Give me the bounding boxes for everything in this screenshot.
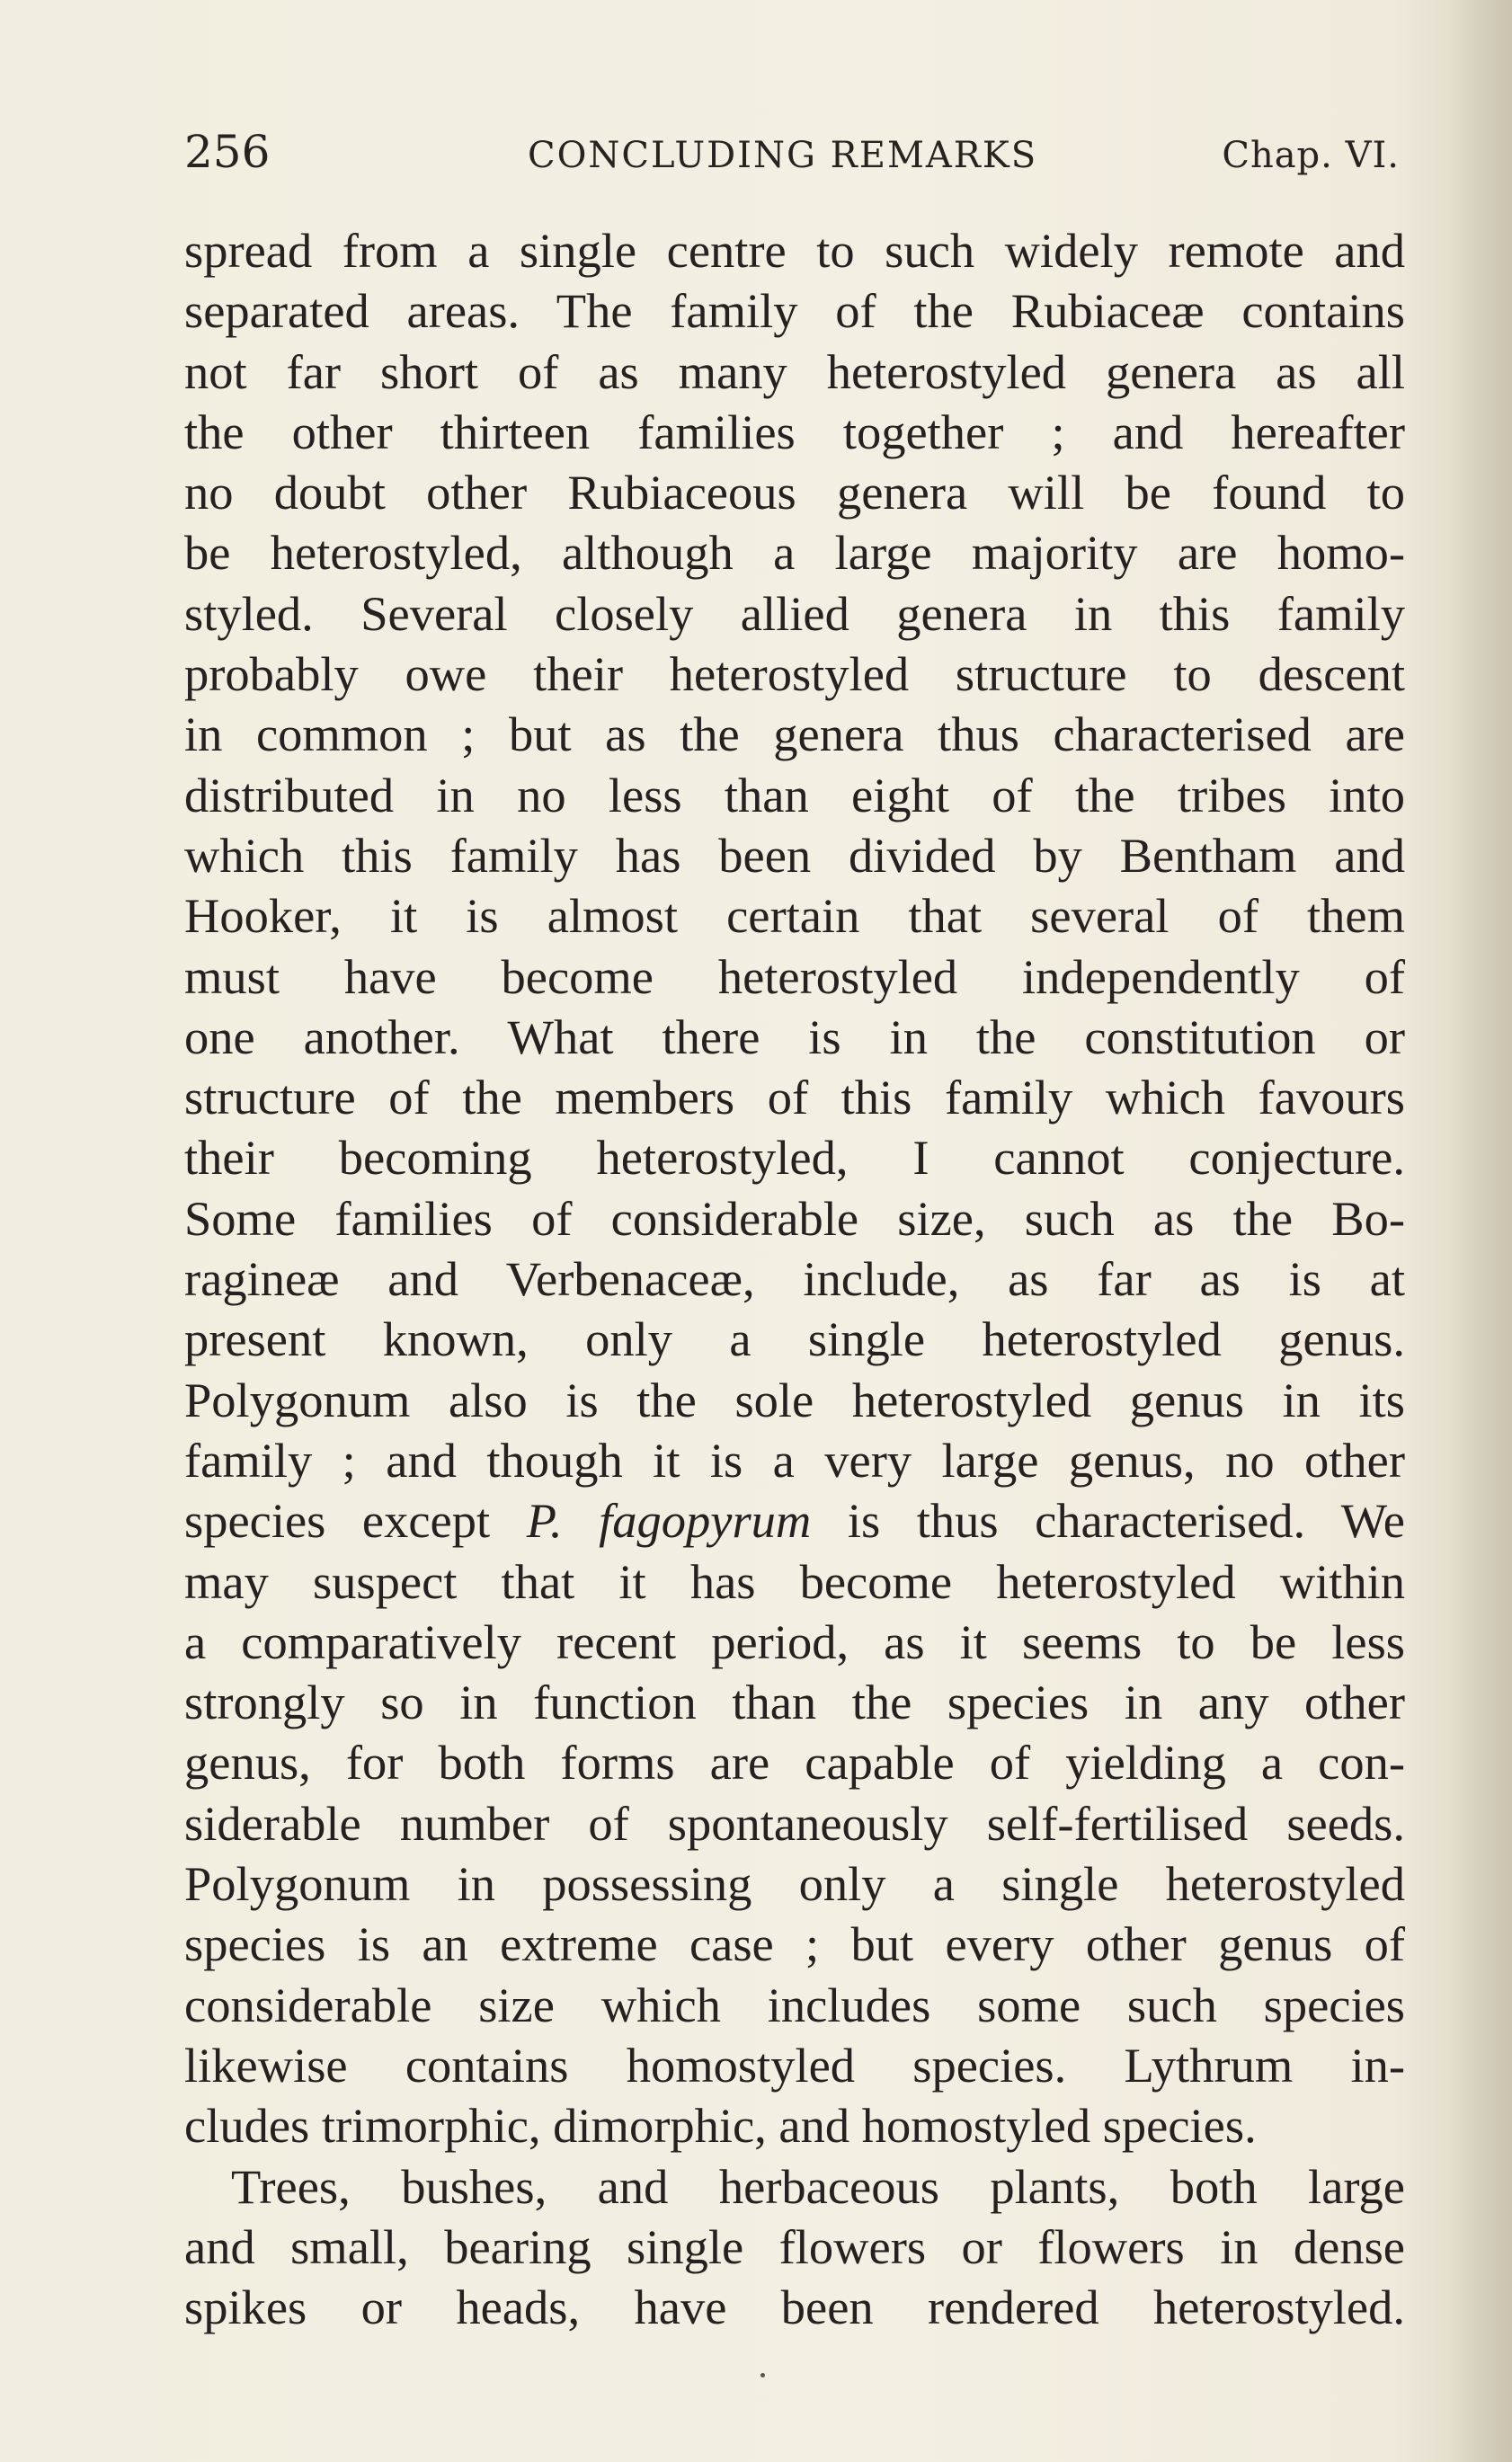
text-line: which this family has been divided by Bentham and <box>184 827 1405 883</box>
text-line: distributed in no less than eight of the tribes into <box>184 767 1405 822</box>
text-line: styled. Several closely allied genera in this family <box>184 585 1405 641</box>
page-number: 256 <box>184 126 271 178</box>
chapter-label: Chap. VI. <box>1222 135 1400 176</box>
text-line: must have become heterostyled independently of <box>184 948 1405 1004</box>
text-line: considerable size which includes some such species <box>184 1977 1405 2032</box>
text-line: cludes trimorphic, dimorphic, and homostyled species. <box>184 2098 1257 2154</box>
page-header <box>184 126 1400 189</box>
text-line: strongly so in function than the species in any other <box>184 1675 1405 1730</box>
page-mark <box>760 2373 765 2378</box>
text-line: present known, only a single heterostyled genus. <box>184 1311 1405 1367</box>
text-line: siderable number of spontaneously self-fertilised seeds. <box>184 1795 1405 1851</box>
text-line: probably owe their heterostyled structure to descent <box>184 646 1405 702</box>
text-segment: is thus characterised. We <box>811 1493 1405 1549</box>
text-line: genus, for both forms are capable of yielding a con- <box>184 1735 1405 1791</box>
text-line: Some families of considerable size, such as the Bo- <box>184 1190 1405 1246</box>
text-line: not far short of as many heterostyled genera as all <box>184 343 1405 399</box>
text-line: structure of the members of this family which favours <box>184 1070 1405 1125</box>
text-line: may suspect that it has become heterostyled within <box>184 1553 1405 1609</box>
text-line: family ; and though it is a very large genus, no other <box>184 1432 1405 1488</box>
text-line: in common ; but as the genera thus characterised are <box>184 707 1405 762</box>
text-line: spread from a single centre to such widely remote and <box>184 223 1405 278</box>
text-line: be heterostyled, although a large majority are homo- <box>184 525 1405 581</box>
text-line: their becoming heterostyled, I cannot conjecture. <box>184 1130 1405 1186</box>
text-line: a comparatively recent period, as it seems to be less <box>184 1613 1405 1669</box>
text-line: one another. What there is in the constitution or <box>184 1009 1405 1064</box>
paragraph-first-line: Trees, bushes, and herbaceous plants, both large <box>231 2158 1405 2214</box>
text-line: and small, bearing single flowers or flowers in dense <box>184 2218 1405 2274</box>
species-name: P. fagopyrum <box>526 1493 812 1549</box>
text-line: no doubt other Rubiaceous genera will be found to <box>184 465 1405 520</box>
text-line: ragineæ and Verbenaceæ, include, as far as is at <box>184 1251 1405 1307</box>
text-line: Polygonum also is the sole heterostyled genus in its <box>184 1372 1405 1427</box>
text-line: spikes or heads, have been rendered heterostyled. <box>184 2280 1405 2335</box>
spine-shadow <box>1449 0 1512 2462</box>
text-line: likewise contains homostyled species. Lythrum in- <box>184 2037 1405 2093</box>
text-segment: species except <box>184 1493 527 1549</box>
running-title: CONCLUDING REMARKS <box>528 135 1038 176</box>
text-line: the other thirteen families together ; and hereafter <box>184 404 1405 459</box>
text-line: separated areas. The family of the Rubiaceæ contains <box>184 283 1405 339</box>
text-line: Polygonum in possessing only a single heterostyled <box>184 1856 1405 1912</box>
text-line: species is an extreme case ; but every other genus of <box>184 1916 1405 1972</box>
text-line: Hooker, it is almost certain that several of them <box>184 888 1405 944</box>
body-text <box>184 220 1405 2337</box>
text-line-with-italic <box>184 1490 1405 1551</box>
